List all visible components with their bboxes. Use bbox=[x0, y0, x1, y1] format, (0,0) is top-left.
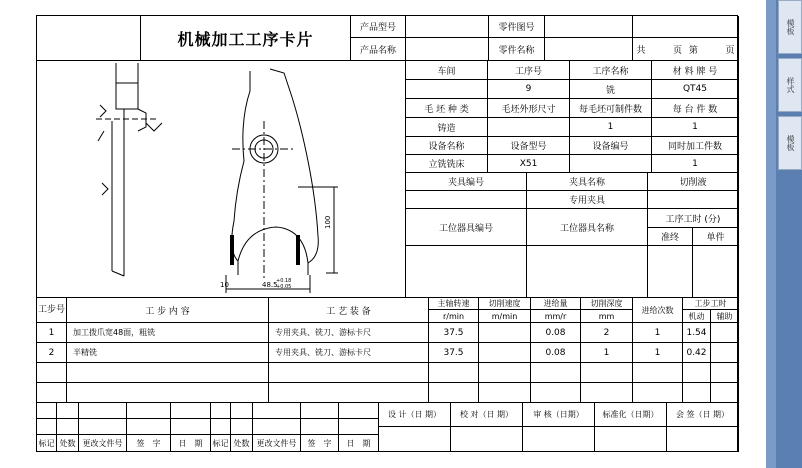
page-label: 第 bbox=[688, 45, 698, 56]
page-unit-2: 页 bbox=[725, 45, 735, 56]
rev-b1[interactable] bbox=[57, 403, 79, 419]
equipment-name-value[interactable]: 立铣铣床 bbox=[406, 155, 488, 173]
step-3-depth[interactable] bbox=[581, 363, 633, 383]
col-feed-unit: mm/r bbox=[531, 310, 581, 323]
part-drawing-no-label: 零件图号 bbox=[489, 16, 545, 38]
step-1-speed[interactable]: 37.5 bbox=[429, 323, 479, 343]
step-1-content[interactable]: 加工拨爪宽48面，粗铣 bbox=[67, 323, 269, 343]
rev-d2[interactable] bbox=[127, 419, 171, 435]
parts-per-unit-label: 每 台 件 数 bbox=[652, 99, 739, 118]
col-speed: 主轴转速 bbox=[429, 298, 479, 310]
fixture-name-label: 夹具名称 bbox=[527, 173, 648, 191]
side-view-boss bbox=[138, 109, 146, 131]
product-model-value[interactable] bbox=[406, 16, 489, 38]
step-4-equipment[interactable] bbox=[269, 383, 429, 403]
station-tool-no-value[interactable] bbox=[406, 246, 527, 298]
rev-f2[interactable] bbox=[211, 419, 231, 435]
footer-change-doc: 更改文件号 bbox=[79, 435, 127, 452]
review-label: 审 核（日期） bbox=[523, 403, 595, 427]
simultaneous-value[interactable]: 1 bbox=[652, 155, 739, 173]
step-4-no[interactable] bbox=[37, 383, 67, 403]
station-tool-no-label: 工位器具编号 bbox=[406, 209, 527, 246]
step-3-equipment[interactable] bbox=[269, 363, 429, 383]
step-3-content[interactable] bbox=[67, 363, 269, 383]
step-1-cut-speed[interactable] bbox=[479, 323, 531, 343]
dim-tol-lower: +0.05 bbox=[276, 284, 292, 290]
design-value[interactable] bbox=[379, 427, 451, 452]
side-view-mark bbox=[98, 131, 104, 141]
process-name-value[interactable]: 铣 bbox=[570, 80, 652, 99]
col-speed-unit: r/min bbox=[429, 310, 479, 323]
rev-j2[interactable] bbox=[339, 419, 379, 435]
col-passes: 进给次数 bbox=[633, 298, 683, 323]
rev-c1[interactable] bbox=[79, 403, 127, 419]
prep-time-label: 准终 bbox=[648, 228, 693, 246]
simultaneous-label: 同时加工件数 bbox=[652, 137, 739, 155]
footer-date-2: 日 期 bbox=[339, 435, 379, 452]
right-tab-3[interactable]: 模板 bbox=[778, 116, 802, 170]
parts-per-unit-value[interactable]: 1 bbox=[652, 118, 739, 137]
rev-g1[interactable] bbox=[231, 403, 253, 419]
footer-change-doc-2: 更改文件号 bbox=[253, 435, 301, 452]
part-drawing bbox=[38, 61, 405, 298]
step-1-aux[interactable] bbox=[711, 323, 739, 343]
step-3-passes[interactable] bbox=[633, 363, 683, 383]
blank-size-value[interactable] bbox=[488, 118, 570, 137]
standard-label: 标准化（日期） bbox=[595, 403, 667, 427]
page-count bbox=[633, 38, 739, 61]
step-3-speed[interactable] bbox=[429, 363, 479, 383]
col-machine: 机动 bbox=[683, 310, 711, 323]
step-2-feed[interactable]: 0.08 bbox=[531, 343, 581, 363]
part-drawing-no-value[interactable] bbox=[545, 16, 633, 38]
station-tool-name-label: 工位器具名称 bbox=[527, 209, 648, 246]
blank-type-value[interactable]: 铸造 bbox=[406, 118, 488, 137]
process-time-label: 工序工时 (分) bbox=[648, 209, 739, 228]
step-4-content[interactable] bbox=[67, 383, 269, 403]
equipment-no-label: 设备编号 bbox=[570, 137, 652, 155]
step-2-machine[interactable]: 0.42 bbox=[683, 343, 711, 363]
fixture-no-value[interactable] bbox=[406, 191, 527, 209]
standard-value[interactable] bbox=[595, 427, 667, 452]
rev-j1[interactable] bbox=[339, 403, 379, 419]
dim-small-label: 10 bbox=[220, 281, 229, 289]
process-no-label: 工序号 bbox=[488, 61, 570, 80]
machined-face-left bbox=[230, 235, 234, 265]
footer-date: 日 期 bbox=[171, 435, 211, 452]
footer-mark-2: 标记 bbox=[211, 435, 231, 452]
rev-b2[interactable] bbox=[57, 419, 79, 435]
step-2-equipment[interactable]: 专用夹具、铣刀、游标卡尺 bbox=[269, 343, 429, 363]
col-step-content: 工 步 内 容 bbox=[67, 298, 269, 323]
step-4-cut-speed[interactable] bbox=[479, 383, 531, 403]
step-2-depth[interactable]: 1 bbox=[581, 343, 633, 363]
step-4-feed[interactable] bbox=[531, 383, 581, 403]
dim-height-label: 100 bbox=[324, 215, 332, 229]
col-depth: 切削深度 bbox=[581, 298, 633, 310]
step-1-equipment[interactable]: 专用夹具、铣刀、游标卡尺 bbox=[269, 323, 429, 343]
rev-f1[interactable] bbox=[211, 403, 231, 419]
product-model-label: 产品型号 bbox=[351, 16, 406, 38]
step-2-no[interactable]: 2 bbox=[37, 343, 67, 363]
rev-e1[interactable] bbox=[171, 403, 211, 419]
workshop-label: 车间 bbox=[406, 61, 488, 80]
col-step-no: 工步号 bbox=[37, 298, 67, 323]
step-4-aux[interactable] bbox=[711, 383, 739, 403]
step-4-depth[interactable] bbox=[581, 383, 633, 403]
right-tab-1[interactable]: 模板 bbox=[778, 0, 802, 54]
step-1-passes[interactable]: 1 bbox=[633, 323, 683, 343]
check-value[interactable] bbox=[451, 427, 523, 452]
locating-symbol-2 bbox=[102, 183, 108, 195]
parts-per-blank-label: 每毛坯可制件数 bbox=[570, 99, 652, 118]
rev-h2[interactable] bbox=[253, 419, 301, 435]
material-value[interactable]: QT45 bbox=[652, 80, 739, 99]
unit-time-label: 单件 bbox=[693, 228, 739, 246]
col-equipment: 工 艺 装 备 bbox=[269, 298, 429, 323]
equipment-model-label: 设备型号 bbox=[488, 137, 570, 155]
col-aux: 辅助 bbox=[711, 310, 739, 323]
rev-c2[interactable] bbox=[79, 419, 127, 435]
equipment-no-value[interactable] bbox=[570, 155, 652, 173]
coolant-label: 切削液 bbox=[648, 173, 739, 191]
rev-i1[interactable] bbox=[301, 403, 339, 419]
check-label: 校 对（日 期） bbox=[451, 403, 523, 427]
footer-mark: 标记 bbox=[37, 435, 57, 452]
step-3-no[interactable] bbox=[37, 363, 67, 383]
step-2-cut-speed[interactable] bbox=[479, 343, 531, 363]
step-4-passes[interactable] bbox=[633, 383, 683, 403]
clamp-symbol bbox=[146, 123, 162, 131]
rev-a2[interactable] bbox=[37, 419, 57, 435]
side-view-arm-end bbox=[112, 271, 124, 276]
step-3-machine[interactable] bbox=[683, 363, 711, 383]
fixture-name-value[interactable]: 专用夹具 bbox=[527, 191, 648, 209]
step-3-feed[interactable] bbox=[531, 363, 581, 383]
right-tab-2[interactable]: 样式 bbox=[778, 58, 802, 112]
header-blank-left bbox=[37, 16, 141, 61]
equipment-name-label: 设备名称 bbox=[406, 137, 488, 155]
process-name-label: 工序名称 bbox=[570, 61, 652, 80]
machined-face-right bbox=[296, 235, 300, 265]
dim-tol-upper: +0.18 bbox=[276, 278, 292, 284]
col-cut-speed: 切削速度 bbox=[479, 298, 531, 310]
front-view-outline-left bbox=[232, 71, 250, 261]
col-cut-speed-unit: m/min bbox=[479, 310, 531, 323]
product-name-label: 产品名称 bbox=[351, 38, 406, 61]
prep-time-value[interactable] bbox=[648, 246, 693, 298]
product-name-value[interactable] bbox=[406, 38, 489, 61]
workshop-value[interactable] bbox=[406, 80, 488, 99]
step-4-machine[interactable] bbox=[683, 383, 711, 403]
rev-i2[interactable] bbox=[301, 419, 339, 435]
step-1-no[interactable]: 1 bbox=[37, 323, 67, 343]
step-1-feed[interactable]: 0.08 bbox=[531, 323, 581, 343]
page-title: 机械加工工序卡片 bbox=[141, 16, 351, 61]
dim-width-label: 48.5 bbox=[262, 281, 278, 289]
design-label: 设 计（日 期） bbox=[379, 403, 451, 427]
rev-g2[interactable] bbox=[231, 419, 253, 435]
part-drawing-svg bbox=[38, 61, 405, 298]
equipment-model-value[interactable]: X51 bbox=[488, 155, 570, 173]
step-4-speed[interactable] bbox=[429, 383, 479, 403]
material-label: 材 料 牌 号 bbox=[652, 61, 739, 80]
process-card-sheet bbox=[36, 15, 738, 452]
footer-sign-2: 签 字 bbox=[301, 435, 339, 452]
parts-per-blank-value[interactable]: 1 bbox=[570, 118, 652, 137]
col-time: 工步工时 bbox=[683, 298, 739, 310]
step-2-passes[interactable]: 1 bbox=[633, 343, 683, 363]
step-3-cut-speed[interactable] bbox=[479, 363, 531, 383]
locating-symbol bbox=[100, 105, 106, 117]
step-1-depth[interactable]: 2 bbox=[581, 323, 633, 343]
part-name-value[interactable] bbox=[545, 38, 633, 61]
total-label: 共 bbox=[636, 45, 646, 56]
footer-sign: 签 字 bbox=[127, 435, 171, 452]
step-2-speed[interactable]: 37.5 bbox=[429, 343, 479, 363]
step-3-aux[interactable] bbox=[711, 363, 739, 383]
rev-e2[interactable] bbox=[171, 419, 211, 435]
col-depth-unit: mm bbox=[581, 310, 633, 323]
review-value[interactable] bbox=[523, 427, 595, 452]
footer-place-2: 处数 bbox=[231, 435, 253, 452]
rev-a1[interactable] bbox=[37, 403, 57, 419]
process-no-value[interactable]: 9 bbox=[488, 80, 570, 99]
footer-place: 处数 bbox=[57, 435, 79, 452]
rev-h1[interactable] bbox=[253, 403, 301, 419]
blank-type-label: 毛 坯 种 类 bbox=[406, 99, 488, 118]
unit-time-value[interactable] bbox=[693, 246, 739, 298]
page-unit-1: 页 bbox=[673, 45, 683, 56]
countersign-value[interactable] bbox=[667, 427, 739, 452]
step-2-content[interactable]: 半精铣 bbox=[67, 343, 269, 363]
header-blank-right bbox=[633, 16, 739, 38]
blank-size-label: 毛坯外形尺寸 bbox=[488, 99, 570, 118]
part-name-label: 零件名称 bbox=[489, 38, 545, 61]
fixture-no-label: 夹具编号 bbox=[406, 173, 527, 191]
station-tool-name-value[interactable] bbox=[527, 246, 648, 298]
step-1-machine[interactable]: 1.54 bbox=[683, 323, 711, 343]
rev-d1[interactable] bbox=[127, 403, 171, 419]
coolant-value[interactable] bbox=[648, 191, 739, 209]
col-feed: 进给量 bbox=[531, 298, 581, 310]
countersign-label: 会 签（日 期） bbox=[667, 403, 739, 427]
side-view-hub bbox=[116, 83, 138, 109]
step-2-aux[interactable] bbox=[711, 343, 739, 363]
